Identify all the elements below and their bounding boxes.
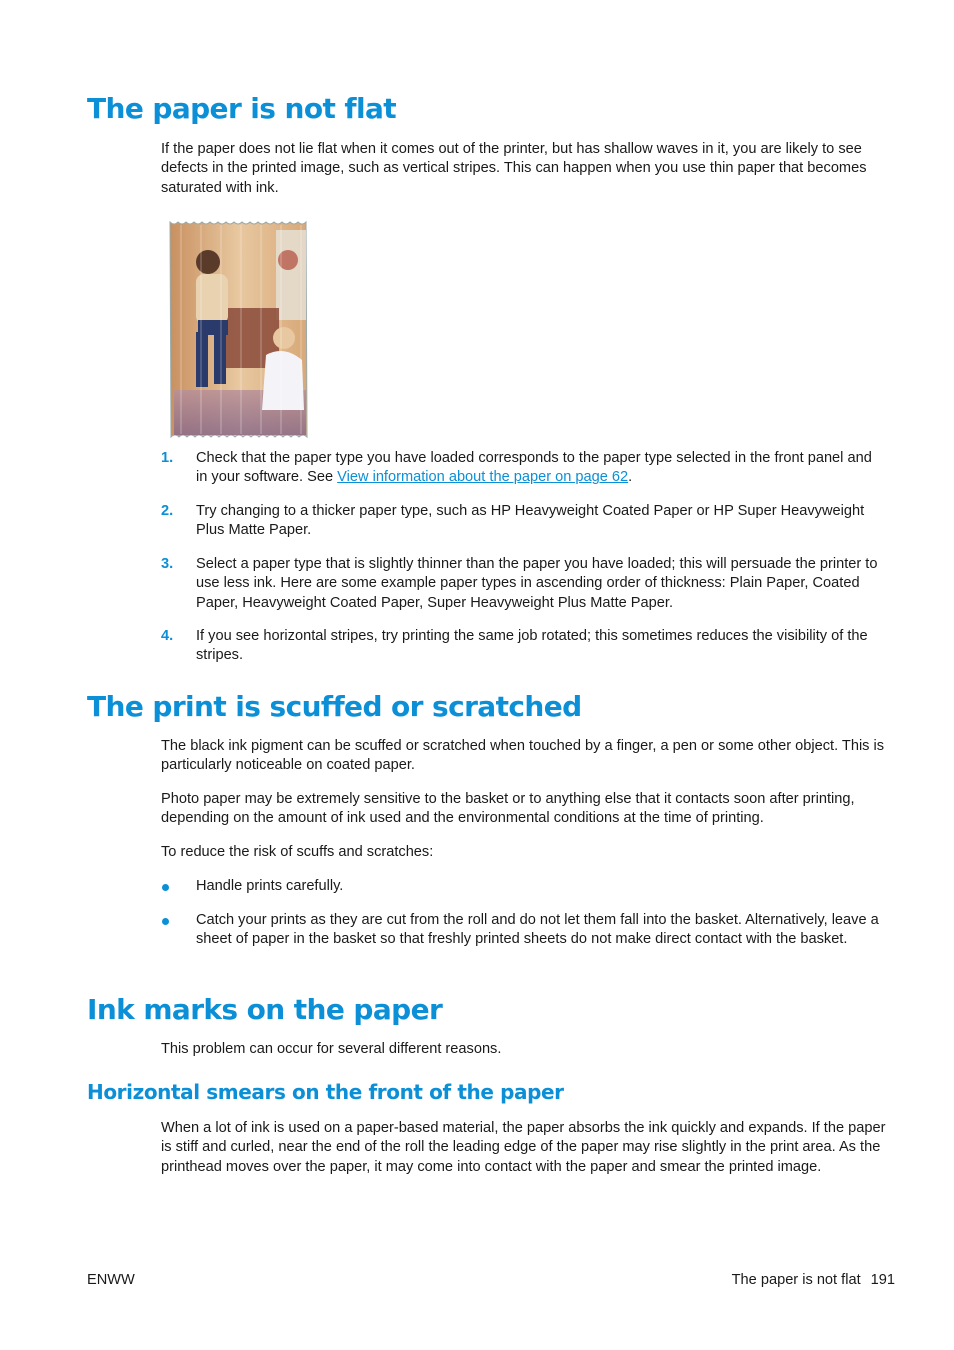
- step-number: 2.: [161, 503, 174, 519]
- list-item: [161, 627, 886, 666]
- scuff-paragraph-3: To reduce the risk of scuffs and scratches:: [161, 844, 434, 860]
- step-number: 1.: [161, 450, 174, 466]
- step-number: 3.: [161, 556, 174, 572]
- footer-label: ENWW: [87, 1272, 135, 1288]
- list-item: [161, 502, 886, 541]
- footer-page-info: [732, 1271, 895, 1290]
- list-item: [161, 911, 886, 950]
- list-item: [161, 449, 886, 488]
- page-number: 191: [870, 1272, 895, 1288]
- page-title: The paper is not flat: [87, 92, 397, 125]
- bullet-text: Handle prints carefully.: [196, 878, 344, 894]
- step-number: 4.: [161, 628, 174, 644]
- bullet-icon: [162, 918, 169, 925]
- section-heading-ink-marks: Ink marks on the paper: [87, 993, 443, 1026]
- step-text: Check that the paper type you have loaded corresponds to the paper type selected in the front panel and in your software. See View information about the paper on page 62.: [196, 450, 872, 486]
- scuff-paragraph-2: Photo paper may be extremely sensitive to the basket or to anything else that it contacts soon after printing, depending on the amount of ink used and the environmental conditions at the time of printing.: [161, 791, 855, 827]
- footer-section-name: The paper is not flat: [731, 1272, 861, 1288]
- list-item: [161, 877, 886, 896]
- paper-info-link[interactable]: View information about the paper on page 62: [337, 469, 629, 486]
- ink-marks-intro: This problem can occur for several different reasons.: [161, 1041, 502, 1057]
- step-text: If you see horizontal stripes, try printing the same job rotated; this sometimes reduces the visibility of the stripes.: [196, 628, 868, 664]
- bullet-icon: [162, 884, 169, 891]
- subsection-heading: Horizontal smears on the front of the paper: [87, 1080, 564, 1104]
- scuff-paragraph-1: The black ink pigment can be scuffed or scratched when touched by a finger, a pen or some other object. This is particularly noticeable on coated paper.: [161, 738, 885, 774]
- wavy-printed-photo-image: [166, 220, 311, 439]
- intro-paragraph: If the paper does not lie flat when it comes out of the printer, but has shallow waves in it, you are likely to see defects in the printed image, such as vertical stripes. This can happen when you use thin paper that becomes saturated with ink.: [161, 141, 867, 196]
- bullet-text: Catch your prints as they are cut from the roll and do not let them fall into the basket. Alternatively, leave a sheet of paper in the basket so that freshly printed sheets do not make direct contact with the basket.: [196, 912, 879, 948]
- list-item: [161, 555, 886, 613]
- smears-paragraph: When a lot of ink is used on a paper-based material, the paper absorbs the ink quickly and expands. If the paper is stiff and curled, near the end of the roll the leading edge of the paper may rise slightly in the print area. As the printhead moves over the paper, it may come into contact with the paper and smear the printed image.: [161, 1120, 886, 1175]
- section-heading-scuffed: The print is scuffed or scratched: [87, 690, 582, 723]
- step-text: Select a paper type that is slightly thinner than the paper you have loaded; this will persuade the printer to use less ink. Here are some example paper types in ascending order of thickness: Plain Paper, Coated Paper, Heavyweight Coated Paper, Super Heavyweight Plus Matte Paper.: [196, 556, 878, 611]
- step-text: Try changing to a thicker paper type, such as HP Heavyweight Coated Paper or HP Super Heavyweight Plus Matte Paper.: [196, 503, 865, 539]
